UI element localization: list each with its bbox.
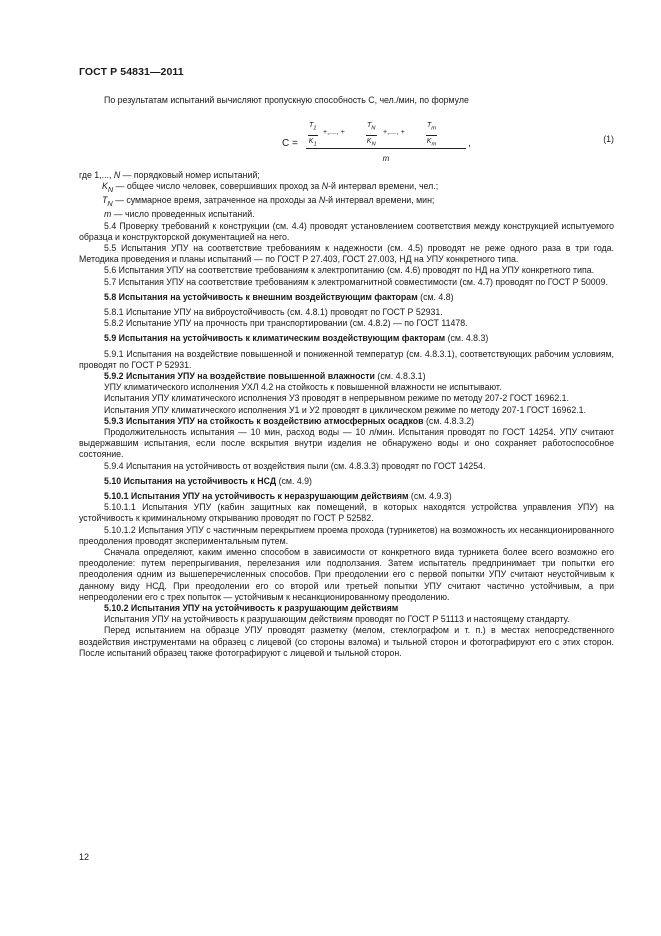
fraction-t1-k1: $T_1$ $K_1$ [308, 122, 317, 148]
paragraph-5-9-3: Продолжительность испытания — 10 мин, расход воды — 10 л/мин. Испытания проводят по ГОСТ 14254. УПУ считают выдержавшим испытания, если после вскрытия внутри изделия не обнаружено воды и оно сохраняет работоспособное состояние. [79, 426, 614, 460]
paragraph-5-10-1-2: 5.10.1.2 Испытания УПУ с частичным перекрытием проема прохода (турникетов) на возможность их несанкционированного преодоления проводят экспериментальным путем. [79, 524, 614, 546]
paragraph-5-8-1: 5.8.1 Испытание УПУ на виброустойчивость (см. 4.8.1) проводят по ГОСТ Р 52931. [104, 306, 443, 317]
fraction-tn-kn: $T_N$ $K_N$ [366, 122, 376, 148]
fraction-tm-km: $T_m$ $K_m$ [426, 122, 437, 148]
paragraph-5-10-2-a: Испытания УПУ на устойчивость к разрушающим действиям проводят по ГОСТ Р 51113 и настоящему стандарту. [104, 614, 570, 625]
paragraph-5-4: 5.4 Проверку требований к конструкции (см. 4.4) проводят установлением соответствия между конструкцией испытуемого образца и конструкторской документацией на него. [79, 220, 614, 242]
formula-main-fraction [306, 118, 466, 164]
paragraph-5-10-1-1: 5.10.1.1 Испытания УПУ (кабин защитных как помещений, в которых находятся устройства управления УПУ) на устойчивость к криминальному открыванию проводят по ГОСТ Р 52582. [79, 502, 614, 524]
document-body [79, 95, 614, 659]
definition-n: где 1,..., N — порядковый номер испытаний; [79, 170, 260, 181]
formula-separator: +,...., + [383, 129, 405, 137]
formula-block [79, 108, 614, 166]
paragraph-5-8-2: 5.8.2 Испытание УПУ на прочность при транспортировании (см. 4.8.2) — по ГОСТ 11478. [104, 318, 468, 329]
paragraph-5-9-4: 5.9.4 Испытания на устойчивость от воздействия пыли (см. 4.8.3.3) проводят по ГОСТ 14254. [104, 460, 486, 471]
heading-5-9-3: 5.9.3 Испытания УПУ на стойкость к воздействию атмосферных осадков (см. 4.8.3.2) [104, 415, 475, 426]
formula-lhs: С = [282, 138, 298, 150]
paragraph-5-5: 5.5 Испытания УПУ на соответствие требованиям к надежности (см. 4.5) проводят не реже одного раза в три года. Методика проведения и планы испытаний — по ГОСТ Р 27.403, ГОСТ 27.003, НД на УПУ конкретного типа. [79, 242, 614, 265]
paragraph-5-10-2-b: Перед испытанием на образце УПУ проводят разметку (мелом, стеклографом и т. п.) в местах непосредственного воздействия инструментами на образец с лицевой (со стороны взлома) и тыльной сторон и фотографируют его с этих сторон. После испытаний образец также фотографируют с лицевой и тыльной сторон. [79, 625, 614, 658]
formula-number: (1) [603, 134, 614, 145]
paragraph-5-9-2-b: Испытания УПУ климатического исполнения У3 проводят в непрерывном режиме по методу 207-2 ГОСТ 16962.1. [104, 393, 570, 404]
formula-numerator [306, 118, 466, 148]
paragraph-5-9-2-a: УПУ климатического исполнения УХЛ 4.2 на стойкость к повышенной влажности не испытывают. [104, 382, 502, 393]
definition-tn: $T_N$ — суммарное время, затраченное на проходы за N-й интервал времени, мин; [102, 195, 435, 209]
paragraph-5-9-2-c: Испытания УПУ климатического исполнения У1 и У2 проводят в циклическом режиме по методу 207-1 ГОСТ 16962.1. [104, 404, 587, 415]
page-number: 12 [79, 852, 90, 862]
document-header: ГОСТ Р 54831—2011 [79, 66, 184, 78]
paragraph-5-10-1-2-b: Сначала определяют, каким именно способом в зависимости от конкретного вида турникета более всего возможно его преодоление: путем перепрыгивания, перелезания или подползания. Затем испытатель предпринимает три попытки его преодоления одним из вышеперечисленных способов. При преодолении его с первой попытки УПУ считают неустойчивым к данному виду НСД. При преодолении его со второй или третьей попытки УПУ считают частично устойчивым, а при непреодолении его с трех попыток — устойчивым к несанкционированному преодолению. [79, 547, 614, 602]
formula-fraction-bar [306, 148, 466, 149]
formula-denominator: m [382, 154, 390, 164]
heading-5-10-1: 5.10.1 Испытания УПУ на устойчивость к неразрушающим действиям (см. 4.9.3) [104, 490, 452, 501]
heading-5-10-2: 5.10.2 Испытания УПУ на устойчивость к разрушающим действиям [104, 603, 399, 614]
paragraph-5-9-1: 5.9.1 Испытания на воздействие повышенной и пониженной температур (см. 4.8.3.1), соответствующих рабочим условиям, проводят по ГОСТ Р 52931. [79, 348, 614, 370]
heading-5-8: 5.8 Испытания на устойчивость к внешним воздействующим факторам (см. 4.8) [104, 291, 454, 302]
heading-5-9-2: 5.9.2 Испытания УПУ на воздействие повышенной влажности (см. 4.8.3.1) [104, 370, 426, 381]
paragraph-5-7: 5.7 Испытания УПУ на соответствие требованиям к электромагнитной совместимости (см. 4.7) проводят по ГОСТ Р 50009. [104, 276, 608, 287]
heading-5-9: 5.9 Испытания на устойчивость к климатическим воздействующим факторам (см. 4.8.3) [104, 333, 489, 344]
paragraph-5-6: 5.6 Испытания УПУ на соответствие требованиям к электропитанию (см. 4.6) проводят по НД на УПУ конкретного типа. [104, 265, 595, 276]
intro-paragraph: По результатам испытаний вычисляют пропускную способность С, чел./мин, по формуле [104, 95, 469, 105]
definition-kn: $K_N$ — общее число человек, совершивших проход за N-й интервал времени, чел.; [102, 181, 439, 195]
definition-m: m — число проведенных испытаний. [104, 209, 255, 220]
formula-separator: +,...., + [323, 129, 345, 137]
formula-comma: , [468, 138, 471, 150]
heading-5-10: 5.10 Испытания на устойчивость к НСД (см. 4.9) [104, 475, 312, 486]
